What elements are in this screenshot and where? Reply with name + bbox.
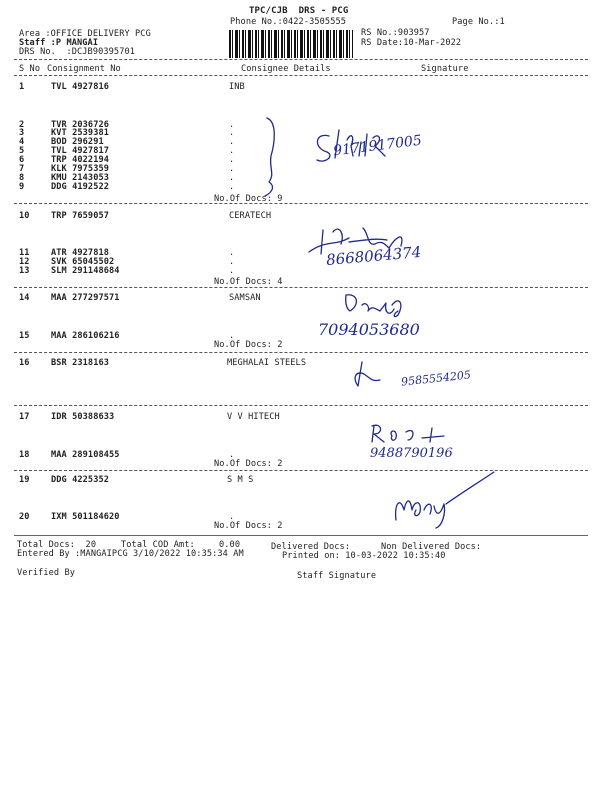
total-cod-label: Total COD Amt: bbox=[121, 540, 195, 550]
handwritten-phone: 8668064374 bbox=[325, 242, 423, 270]
handwritten-phone: 7094053680 bbox=[318, 320, 420, 339]
row-sno: 12 bbox=[19, 257, 30, 267]
row-consignment: IXM 501184620 bbox=[51, 512, 120, 522]
row-consignment: KLK 7975359 bbox=[51, 164, 110, 174]
divider bbox=[14, 75, 588, 76]
row-consignee: . bbox=[229, 266, 235, 276]
row-sno: 5 bbox=[19, 146, 25, 156]
row-consignment: TVL 4927817 bbox=[51, 146, 110, 156]
row-consignment: DDG 4225352 bbox=[51, 475, 110, 485]
divider bbox=[14, 470, 588, 471]
divider bbox=[14, 405, 588, 406]
row-sno: 7 bbox=[19, 164, 25, 174]
row-consignee: . bbox=[229, 512, 235, 522]
recipient-signature bbox=[340, 289, 420, 319]
row-sno: 15 bbox=[19, 331, 30, 341]
row-consignee: . bbox=[229, 331, 235, 341]
row-consignment: SLM 291148684 bbox=[51, 266, 120, 276]
divider bbox=[14, 535, 588, 536]
printed-on: Printed on: 10-03-2022 10:35:40 bbox=[282, 551, 446, 561]
rs-date: RS Date:10-Mar-2022 bbox=[361, 38, 462, 48]
row-consignment: MAA 289108455 bbox=[51, 450, 120, 460]
row-sno: 11 bbox=[19, 248, 30, 258]
docs-count: No.Of Docs: 2 bbox=[214, 459, 283, 469]
row-sno: 4 bbox=[19, 137, 25, 147]
row-sno: 1 bbox=[19, 82, 25, 92]
column-signature: Signature bbox=[421, 64, 469, 74]
divider bbox=[14, 59, 588, 60]
row-consignment: MAA 277297571 bbox=[51, 293, 120, 303]
staff-label: Staff :P MANGAI bbox=[19, 38, 99, 48]
row-sno: 19 bbox=[19, 475, 30, 485]
row-consignment: KMU 2143053 bbox=[51, 173, 110, 183]
row-consignee: S M S bbox=[227, 475, 254, 485]
recipient-signature bbox=[366, 420, 456, 446]
page-number: Page No.:1 bbox=[452, 17, 505, 27]
row-consignment: BSR 2318163 bbox=[51, 358, 110, 368]
row-consignee: . bbox=[229, 146, 235, 156]
row-consignment: TVR 2036726 bbox=[51, 120, 110, 130]
row-consignee: SAMSAN bbox=[229, 293, 261, 303]
recipient-signature bbox=[350, 356, 400, 390]
row-consignee: . bbox=[229, 257, 235, 267]
delivered-docs: Delivered Docs: bbox=[271, 542, 351, 552]
row-consignee: . bbox=[229, 248, 235, 258]
handwritten-phone: 9488790196 bbox=[370, 446, 453, 461]
document-title: TPC/CJB DRS - PCG bbox=[249, 6, 349, 16]
row-sno: 13 bbox=[19, 266, 30, 276]
row-consignment: TRP 4022194 bbox=[51, 155, 110, 165]
row-consignee: MEGHALAI STEELS bbox=[227, 358, 307, 368]
row-consignee: . bbox=[229, 173, 235, 183]
row-consignment: TRP 7659057 bbox=[51, 211, 110, 221]
row-consignment: BOD 296291 bbox=[51, 137, 104, 147]
divider bbox=[14, 352, 588, 353]
rs-number: RS No.:903957 bbox=[361, 28, 430, 38]
row-sno: 6 bbox=[19, 155, 25, 165]
handwritten-phone: 9171917005 bbox=[332, 132, 423, 160]
row-consignment: SVK 65045502 bbox=[51, 257, 115, 267]
row-consignee: . bbox=[229, 120, 235, 130]
row-consignment: DDG 4192522 bbox=[51, 182, 110, 192]
row-consignee: . bbox=[229, 164, 235, 174]
entered-by: Entered By :MANGAIPCG 3/10/2022 10:35:34 AM bbox=[17, 549, 244, 559]
column-consignment: Consignment No bbox=[47, 64, 121, 74]
row-consignee: . bbox=[229, 182, 235, 192]
row-consignment: IDR 50388633 bbox=[51, 412, 115, 422]
handwritten-phone: 9585554205 bbox=[400, 368, 472, 389]
row-consignee: . bbox=[229, 450, 235, 460]
divider bbox=[14, 287, 588, 288]
divider bbox=[14, 203, 588, 204]
row-sno: 16 bbox=[19, 358, 30, 368]
row-consignee: CERATECH bbox=[229, 211, 272, 221]
row-sno: 8 bbox=[19, 173, 25, 183]
docs-count: No.Of Docs: 2 bbox=[214, 521, 283, 531]
docs-count: No.Of Docs: 4 bbox=[214, 277, 283, 287]
row-consignment: ATR 4927818 bbox=[51, 248, 110, 258]
recipient-signature bbox=[255, 112, 495, 204]
row-sno: 2 bbox=[19, 120, 25, 130]
non-delivered-docs: Non Delivered Docs: bbox=[381, 542, 482, 552]
row-sno: 20 bbox=[19, 512, 30, 522]
total-cod-value: 0.00 bbox=[219, 540, 241, 550]
area-label: Area :OFFICE DELIVERY PCG bbox=[19, 29, 151, 39]
row-consignee: . bbox=[229, 137, 235, 147]
row-sno: 17 bbox=[19, 412, 30, 422]
staff-signature: Staff Signature bbox=[297, 571, 377, 581]
total-docs: Total Docs: 20 bbox=[17, 540, 97, 550]
row-sno: 14 bbox=[19, 293, 30, 303]
phone-number: Phone No.:0422-3505555 bbox=[230, 17, 347, 27]
row-consignment: MAA 286106216 bbox=[51, 331, 120, 341]
drs-number: DRS No. :DCJB90395701 bbox=[19, 47, 136, 57]
row-sno: 18 bbox=[19, 450, 30, 460]
column-consignee: Consignee Details bbox=[241, 64, 331, 74]
docs-count: No.Of Docs: 2 bbox=[214, 340, 283, 350]
barcode bbox=[229, 30, 353, 58]
row-consignee: . bbox=[229, 128, 235, 138]
row-consignment: KVT 2539381 bbox=[51, 128, 110, 138]
row-sno: 10 bbox=[19, 211, 30, 221]
row-consignee: INB bbox=[229, 82, 245, 92]
row-consignment: TVL 4927816 bbox=[51, 82, 110, 92]
docs-count: No.Of Docs: 9 bbox=[214, 194, 283, 204]
row-consignee: . bbox=[229, 155, 235, 165]
recipient-signature bbox=[390, 470, 500, 530]
row-sno: 9 bbox=[19, 182, 25, 192]
row-sno: 3 bbox=[19, 128, 25, 138]
verified-by: Verified By bbox=[17, 568, 76, 578]
column-sno: S No bbox=[19, 64, 41, 74]
row-consignee: V V HITECH bbox=[227, 412, 280, 422]
